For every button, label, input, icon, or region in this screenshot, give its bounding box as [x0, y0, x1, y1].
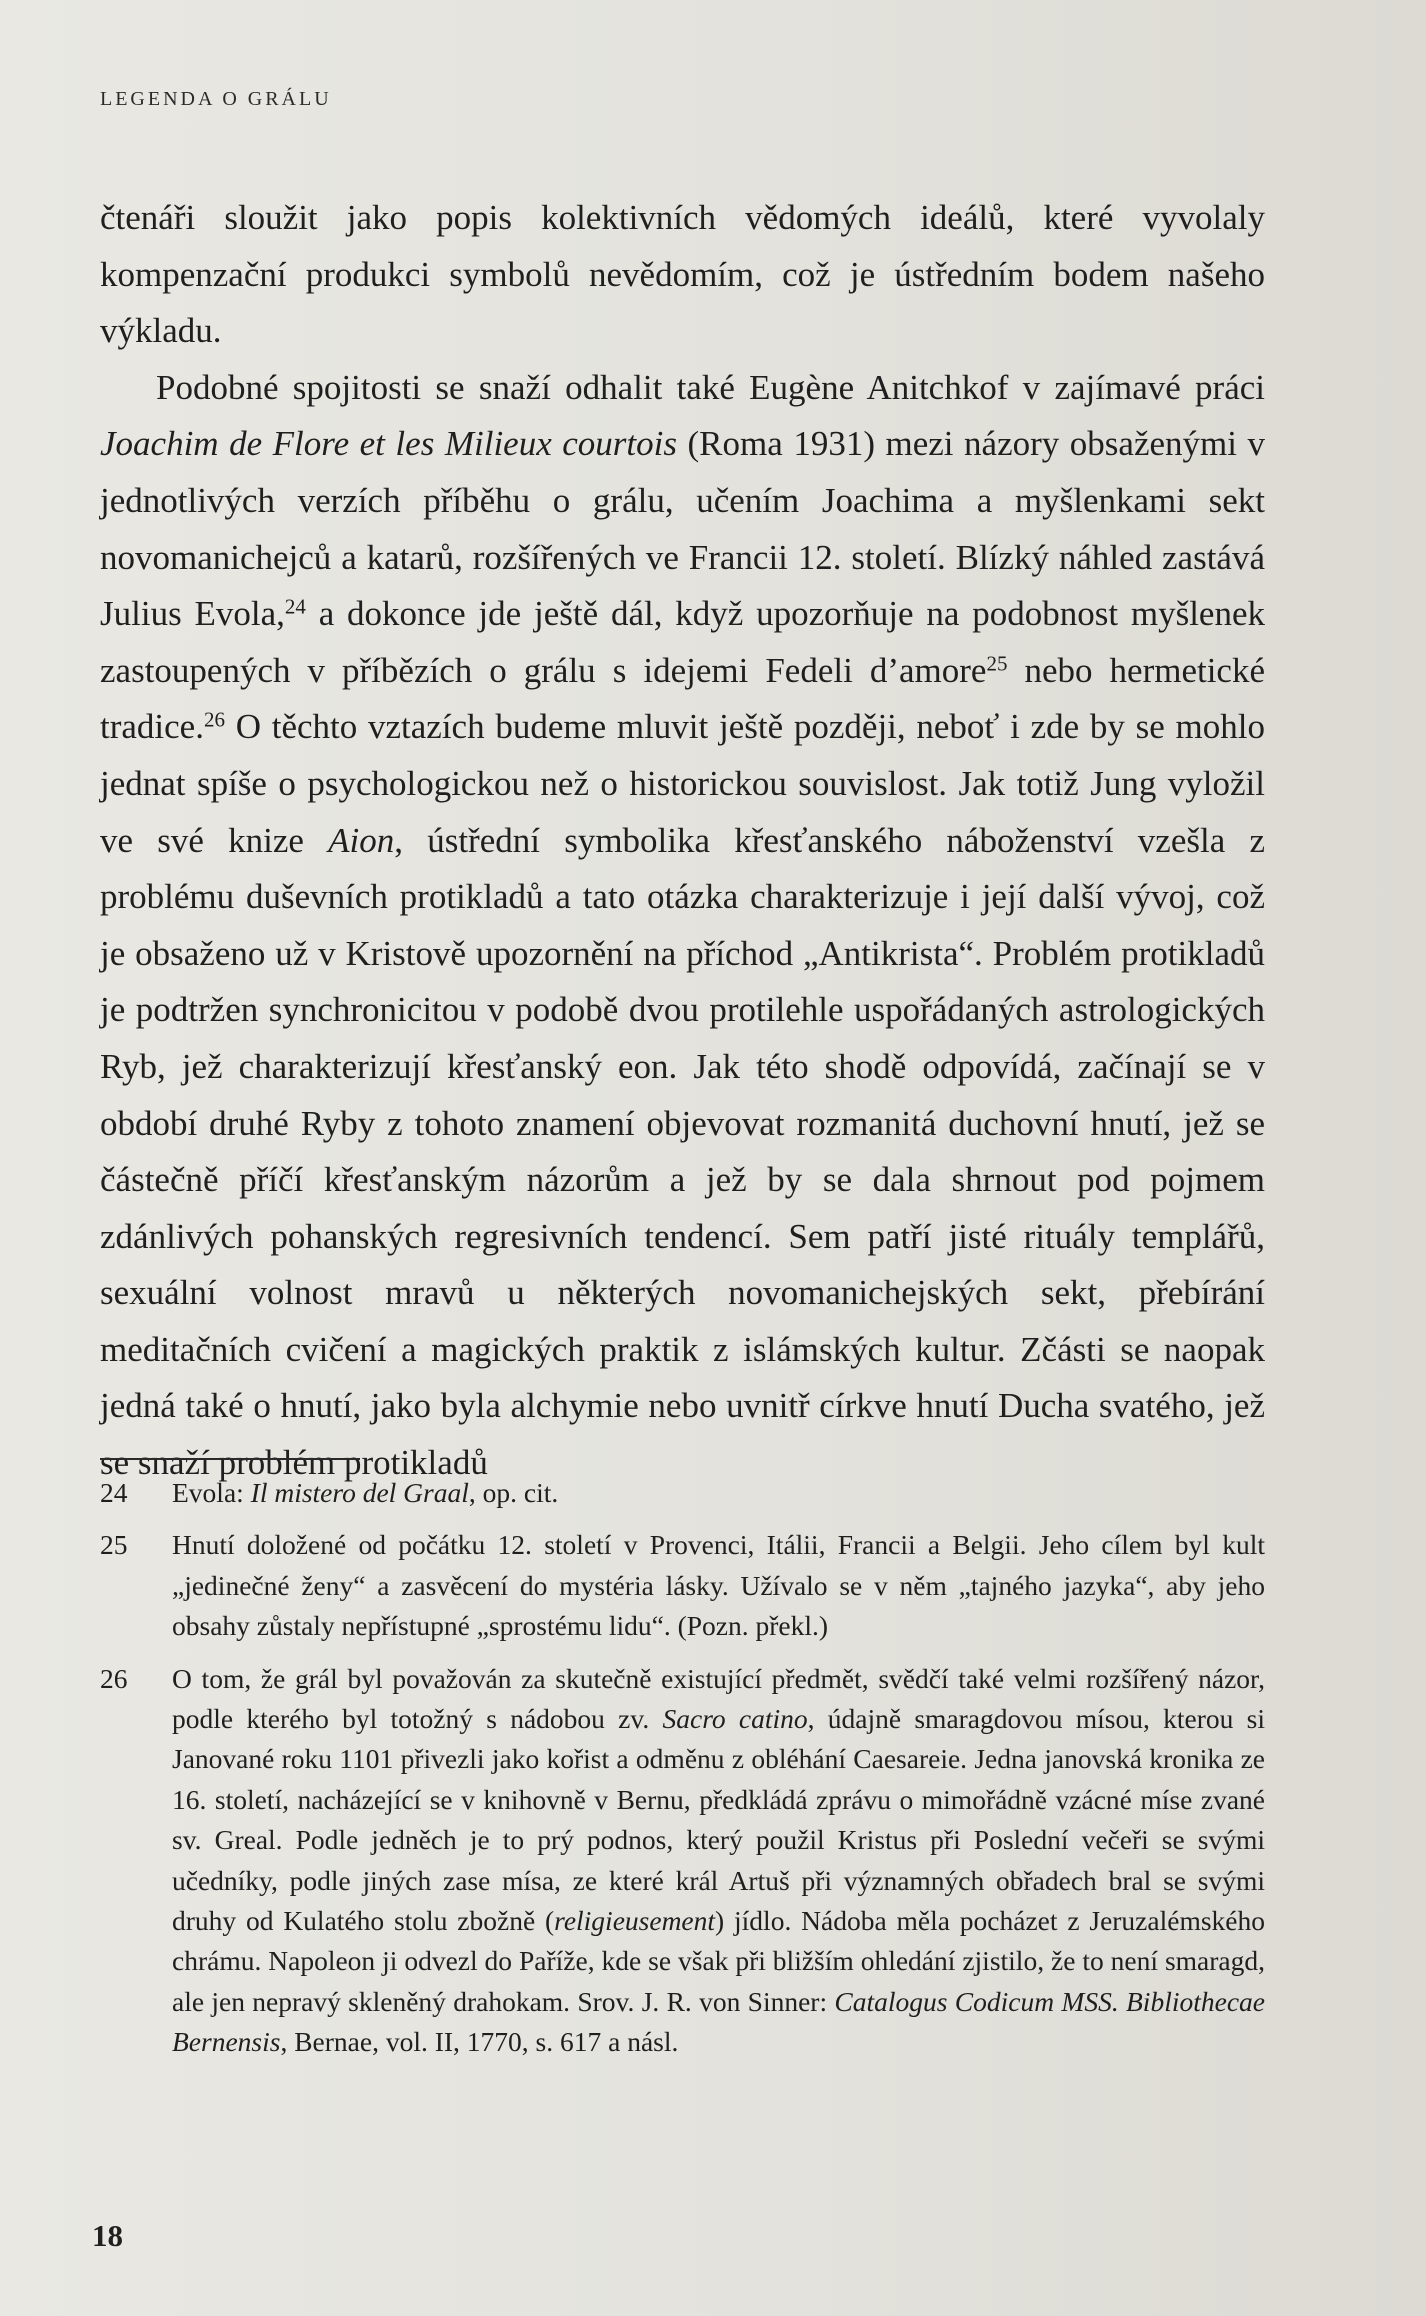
text-run: Podobné spojitosti se snaží odhalit také Eugène Anitchkof v zajímavé práci	[156, 367, 1265, 407]
footnote-number: 26	[100, 1662, 128, 1694]
footnotes	[100, 1473, 1265, 2075]
footnote-25	[100, 1525, 1265, 1646]
footnote-number: 24	[100, 1477, 128, 1508]
footnote-number: 25	[100, 1529, 128, 1561]
text-run: , op. cit.	[468, 1477, 559, 1508]
footnote-text	[172, 1473, 1265, 1513]
text-run: , údajně smaragdovou mísou, kterou si Janované roku 1101 přivezli jako kořist a odměnu z obléhání Caesareie. Jedna janovská kronika ze 16. století, nacházející se v knihovně v Bernu, předkládá zprávu o mimořádně vzácné míse zvané sv. Greal. Podle jedněch je to prý podnos, který použil Kristus při Poslední večeři se svými učedníky, podle jiných zase mísa, ze které král Artuš při významných obřadech bral se svými druhy od Kulatého stolu zbožně (	[172, 1703, 1266, 1937]
text-run: nebo hermetické tradice.	[100, 650, 1265, 747]
text-run: , ústřední symbolika křesťanského náboženství vzešla z problému duševních protikladů a tato otázka charakterizuje i její další vývoj, což je obsaženo už v Kristově upozornění na příchod „Antikrista“. Problém protikladů je podtržen synchronicitou v podobě dvou protilehle uspořádaných astrologických Ryb, jež charakterizují křesťanský eon. Jak této shodě odpovídá, začínají se v období druhé Ryby z tohoto znamení objevovat rozmanitá duchovní hnutí, jež se částečně příčí křesťanským názorům a jež by se dala shrnout pod pojmem zdánlivých pohanských regresivních tendencí. Sem patří jisté rituály templářů, sexuální volnost mravů u některých novomanichejských sekt, přebírání meditačních cvičení a magických praktik z islámských kultur. Zčásti se naopak jedná také o hnutí, jako byla alchymie nebo uvnitř církve hnutí Ducha svatého, jež se snaží problém protikladů	[100, 820, 1265, 1483]
footnote-separator	[100, 1458, 360, 1460]
text-run: (Roma 1931) mezi názory obsaženými v jednotlivých verzích příběhu o grálu, učením Joachima a myšlenkami sekt novomanichejců a katarů, rozšířených ve Francii 12. století. Blízký náhled zastává Julius Evola,	[100, 424, 1265, 634]
book-title-catalogus: Catalogus Codicum MSS. Bibliothecae Bernensis	[172, 1985, 1265, 2058]
footnote-ref-26[interactable]: 26	[203, 707, 225, 732]
page-number: 18	[92, 2218, 123, 2253]
footnote-26	[100, 1659, 1265, 2063]
book-title-joachim: Joachim de Flore et les Milieux courtois	[100, 424, 677, 464]
book-title-evola: Il mistero del Graal	[250, 1477, 469, 1508]
running-head: LEGENDA O GRÁLU	[100, 88, 332, 110]
term-sacro-catino: Sacro catino	[662, 1703, 808, 1735]
text-run: a dokonce jde ještě dál, když upozorňuje na podobnost myšlenek zastoupených v příbězích o grálu s idejemi Fedeli d’amore	[100, 594, 1265, 690]
text-run: O těchto vztazích budeme mluvit ještě později, neboť i zde by se mohlo jednat spíše o psychologickou než o historickou souvislost. Jak totiž Jung vyložil ve své knize	[100, 707, 1265, 860]
footnote-text: Hnutí doložené od počátku 12. století v Provenci, Itálii, Francii a Belgii. Jeho cílem byl kult „jedinečné ženy“ a zasvěcení do mystéria lásky. Užívalo se v něm „tajného jazyka“, aby jeho obsahy zůstaly nepřístupné „sprostému lidu“. (Pozn. překl.)	[172, 1529, 1265, 1642]
term-religieusement: religieusement	[554, 1905, 716, 1937]
book-title-aion: Aion	[328, 820, 395, 860]
footnote-ref-24[interactable]: 24	[284, 594, 306, 619]
paragraph-2	[100, 360, 1265, 1492]
text-run: , Bernae, vol. II, 1770, s. 617 a násl.	[280, 2026, 679, 2058]
footnote-text	[172, 1659, 1265, 2063]
footnote-24	[100, 1473, 1265, 1513]
text-run: Evola:	[172, 1477, 251, 1508]
paragraph-1: čtenáři sloužit jako popis kolektivních vědomých ideálů, které vyvolaly kompenzační produkci symbolů nevědomím, což je ústředním bodem našeho výkladu.	[100, 198, 1265, 351]
text-run: O tom, že grál byl považován za skutečně existující předmět, svědčí také velmi rozšířený názor, podle kterého byl totožný s nádobou zv.	[172, 1662, 1265, 1735]
text-run: ) jídlo. Nádoba měla pocházet z Jeruzalémského chrámu. Napoleon ji odvezl do Paříže, kde se však při bližším ohledání zjistilo, že to není smaragd, ale jen nepravý skleněný drahokam. Srov. J. R. von Sinner:	[172, 1905, 1265, 2017]
main-text	[100, 190, 1265, 1492]
footnote-ref-25[interactable]: 25	[986, 651, 1008, 676]
